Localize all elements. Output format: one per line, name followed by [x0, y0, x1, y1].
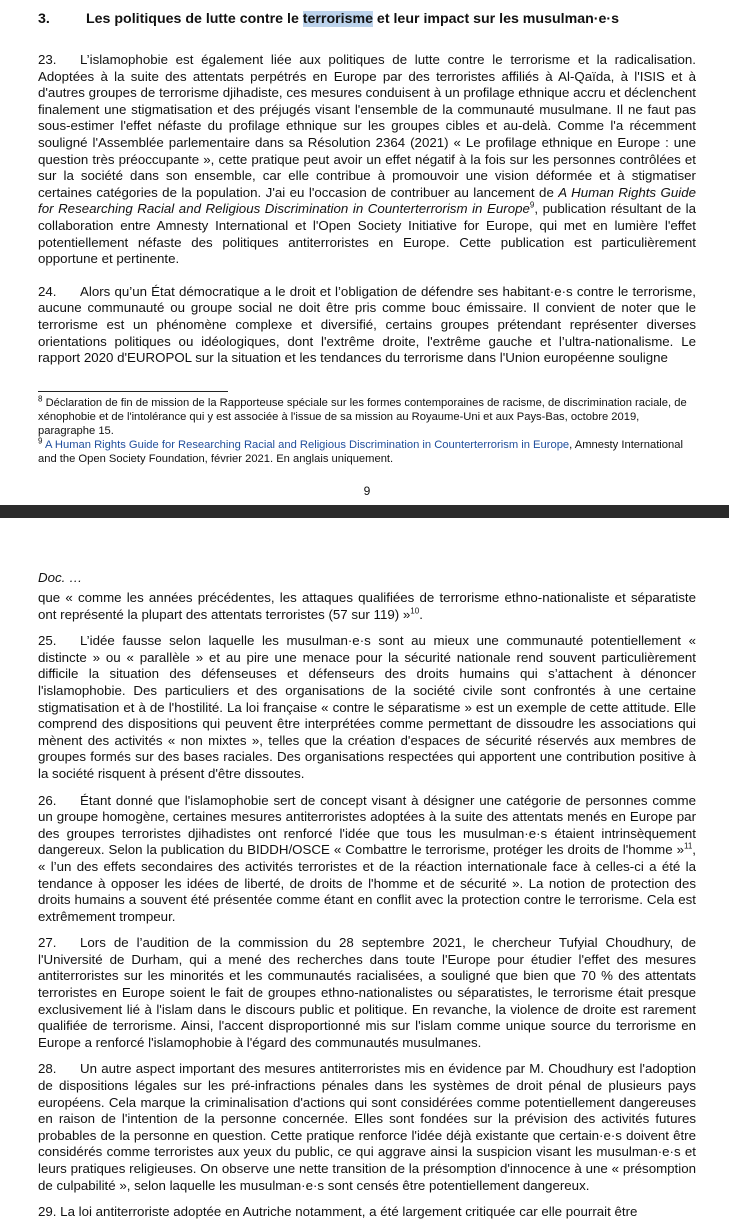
doc-reference: Doc. … — [38, 570, 83, 585]
page-number: 9 — [363, 483, 371, 498]
footnote-separator — [38, 391, 228, 392]
footnote-8: $^8$ Déclaration de fin de mission de la Rapporteuse spéciale sur les formes contemporaines de racisme, de discrimination raciale, de xénophobie et de l'intolérance qui y est associée à l'issue de sa mission au Royaume-Uni et aux Pays-Bas, octobre 2019, paragraphe 15. — [38, 393, 687, 437]
paragraph-27: 27. Lors de l’audition de la commission du 28 septembre 2021, le chercheur Tufyial Choudhury, de l'Université de Durham, qui a mené des recherches dans toute l'Europe pour étudier l'effet des mesures antiterroristes sur les minorités et les communautés racialisées, a souligné que bien que 70 % des attentats terroristes en Europe soient le fait de groupes ethno-nationalistes ou séparatistes, le terrorisme était presque exclusivement lié à l'islam dans le discours public et politique. En revanche, la violence de droite est rarement qualifiée de terrorisme. Ainsi, l'accent disproportionné mis sur l'islam comme unique source du terrorisme en Europe a renforcé l'islamophobie à l'égard des communautés musulmanes. — [38, 935, 696, 1050]
paragraph-number: 27. — [38, 935, 57, 951]
page-10-content — [38, 570, 696, 1221]
footnote-9: $^9$ A Human Rights Guide for Researching Racial and Religious Discrimination in Counterterrorism in Europe, Amnesty International and the Open Society Foundation, février 2021. En anglais uniquement. — [38, 435, 683, 465]
document-page-9 — [0, 0, 729, 505]
page-9-content — [38, 10, 696, 498]
section-heading: 3. Les politiques de lutte contre le terrorisme et leur impact sur les musulman·e·s — [38, 11, 619, 27]
footnote-ref-10[interactable]: 10 — [410, 606, 420, 616]
page-separator — [0, 505, 729, 518]
continuation-paragraph: que « comme les années précédentes, les attaques qualifiées de terrorisme ethno-nationaliste et séparatiste ont représenté la plupart des attentats terroristes (57 sur 119) »$^{10}$. — [38, 590, 696, 622]
paragraph-number: 26. — [38, 792, 57, 808]
paragraph-29-partial: 29. La loi antiterroriste adoptée en Autriche notamment, a été largement critiquée car elle pourrait être — [38, 1204, 638, 1220]
footnote-9-link[interactable]: A Human Rights Guide for Researching Racial and Religious Discrimination in Counterterrorism in Europe — [44, 438, 570, 451]
footnote-ref-9[interactable]: 9 — [529, 200, 535, 210]
paragraph-25: 25. L’idée fausse selon laquelle les musulman·e·s sont au mieux une communauté potentiellement « distincte » ou « parallèle » et au pire une menace pour la sécurité nationale rend souvent particulièrement difficile la situation des défenseuses et défenseurs des droits humains qui s’attachent à dénoncer l'islamophobie. Des particuliers et des organisations de la société civile sont confrontés à une certaine stigmatisation et à de l'hostilité. La loi française « contre le séparatisme » est un exemple de cette attitude. Elle comprend des dispositions qui peuvent être interprétées comme permettant de dissoudre les associations qui mènent des activités « non mixtes », telles que la création d'espaces de sécurité réservés aux membres de groupes formés sur des bases raciales. Des organisations respectées qui apportent une contribution positive à la société risquent à présent d'être dissoutes. — [38, 633, 696, 781]
paragraph-number: 25. — [38, 633, 57, 649]
paragraph-number: 23. — [38, 52, 57, 67]
guide-title: A Human Rights Guide for Researching Racial and Religious Discrimination in Counterterrorism in Europe — [38, 184, 696, 217]
search-highlight: terrorisme — [302, 11, 373, 27]
paragraph-number: 28. — [38, 1061, 57, 1077]
footnote-ref-11[interactable]: 11 — [683, 841, 693, 851]
document-page-10 — [0, 518, 729, 1220]
paragraph-28: 28. Un autre aspect important des mesures antiterroristes mis en évidence par M. Choudhury est l'adoption de dispositions légales sur les pré-infractions pénales dans les systèmes de droit pénal de plusieurs pays européens. Cela marque la criminalisation d'actions qui sont considérées comme potentiellement dangereuses en raison de l'intention de la personne concernée. Elles sont fondées sur la prévision des activités futures probables de la personne en question. Cette pratique renforce l'idée déjà existante que certain·e·s doivent être considérés comme terroristes aux yeux du public, ce qui aggrave ainsi la suspicion visant les musulman·e·s et leurs pratiques religieuses. On observe une nette transition de la présomption d'innocence à une « présomption de culpabilité », selon laquelle les musulman·e·s sont censés être potentiellement dangereux. — [38, 1061, 696, 1193]
paragraph-number: 24. — [38, 283, 57, 299]
section-number: 3. — [38, 11, 50, 27]
paragraph-23: 23. L’islamophobie est également liée aux politiques de lutte contre le terrorisme et la radicalisation. Adoptées à la suite des attentats perpétrés en Europe par des terroristes affiliés à Al-Qaïda, à l'ISIS et à d'autres groupes de terrorisme djihadiste, ces mesures conduisent à un profilage ethnique accru et déclenchent finalement une stigmatisation et des préjugés visant l'ensemble de la communauté musulmane. Il ne faut pas sous-estimer l'effet néfaste du profilage ethnique sur les groupes cibles et au-delà. Comme l'a récemment souligné l'Assemblée parlementaire dans sa Résolution 2364 (2021) « Le profilage ethnique en Europe : une question très préoccupante », cette pratique peut avoir un effet négatif à la fois sur les personnes contrôlées et sur la société dans son ensemble, car elle contribue à promouvoir une vision déformée et à stigmatiser certaines catégories de la population. J'ai eu l'occasion de contribuer au lancement de A Human Rights Guide for Researching Racial and Religious Discrimination in Counterterrorism in Europe$^9$, publication résultant de la collaboration entre Amnesty International et l'Open Society Initiative for Europe, qui met en lumière l'effet potentiellement néfaste des politiques antiterroristes en Europe. Cette publication est particulièrement opportune et pertinente. — [38, 52, 697, 267]
paragraph-24: 24. Alors qu’un État démocratique a le droit et l’obligation de défendre ses habitant·e·s contre le terrorisme, aucune communauté ou groupe social ne doit être pris comme bouc émissaire. Il convient de noter que le terrorisme est un phénomène complexe et diversifié, certains groupes prétendant représenter diverses orientations politiques ou idéologiques, dont l'extrême droite, l'extrême gauche et l’ultra-nationalisme. Le rapport 2020 d'EUROPOL sur la situation et les tendances du terrorisme dans l'Union européenne souligne — [38, 283, 696, 366]
paragraph-26: 26. Étant donné que l'islamophobie sert de concept visant à désigner une catégorie de personnes comme un groupe homogène, certaines mesures antiterroristes adoptées à la suite des attentats menés en Europe par des groupes terroristes djihadistes ont renforcé l'idée que tous les musulman·e·s étaient intrinsèquement dangereux. Selon la publication du BIDDH/OSCE « Combattre le terrorisme, protéger les droits de l'homme »$^{11}$, « l’un des effets secondaires des activités terroristes et de la réaction internationale face à celles-ci a été la tendance à opposer les idées de liberté, de droits de l'homme et de sécurité ». La notion de protection des droits humains a souvent été présentée comme étant en conflit avec la protection contre le terrorisme. Cela est extrêmement trompeur. — [38, 792, 696, 924]
